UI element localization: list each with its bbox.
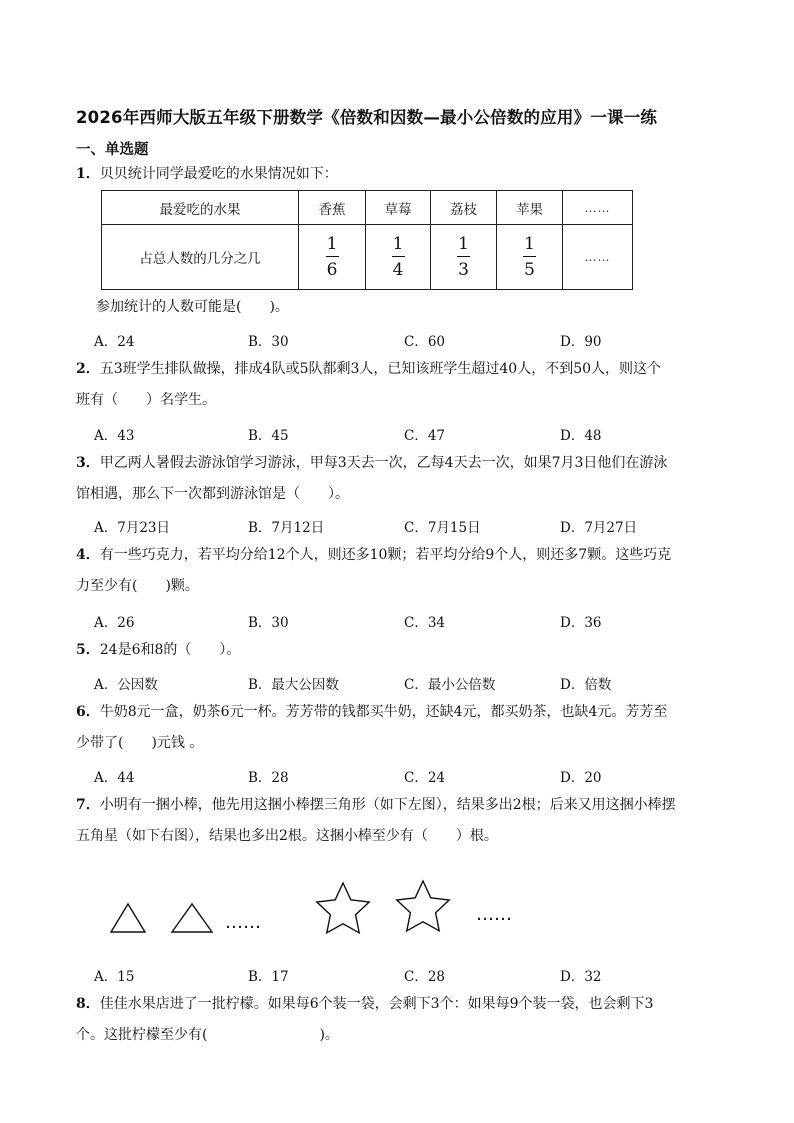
option-d[interactable]: D．倍数 xyxy=(560,677,612,693)
question-text: 力至少有( )颗。 xyxy=(76,578,199,594)
question-text: 甲乙两人暑假去游泳馆学习游泳，甲每3天去一次，乙每4天去一次，如果7月3日他们在游泳 xyxy=(99,455,668,471)
option-a[interactable]: A．43 xyxy=(94,428,135,444)
option-d[interactable]: D．7月27日 xyxy=(560,520,638,536)
figure-ellipsis: …… xyxy=(225,912,261,933)
option-a[interactable]: A．24 xyxy=(94,334,135,350)
question-1-prompt: 参加统计的人数可能是( )。 xyxy=(96,299,289,315)
star-shape xyxy=(317,883,369,933)
figure-ellipsis: …… xyxy=(476,904,512,925)
triangles-and-stars-figure xyxy=(108,878,528,948)
triangle-shape xyxy=(111,904,145,932)
question-7-stem xyxy=(76,790,726,852)
fraction-lychee: $\frac{1}{3}$ xyxy=(431,225,497,290)
option-d[interactable]: D．48 xyxy=(560,428,602,444)
option-c[interactable]: C．7月15日 xyxy=(404,520,481,536)
option-d[interactable]: D．36 xyxy=(560,615,602,631)
question-6-stem xyxy=(76,697,726,759)
question-text: 馆相遇，那么下一次都到游泳馆是（ ）。 xyxy=(76,486,349,502)
question-3-options xyxy=(94,516,734,540)
star-shape xyxy=(397,881,449,931)
table-fruit-lychee: 荔枝 xyxy=(431,191,497,225)
question-text: 有一些巧克力，若平均分给12个人，则还多10颗；若平均分给9个人，则还多7颗。这些巧克 xyxy=(99,547,672,563)
page-title: 2026年西师大版五年级下册数学《倍数和因数—最小公倍数的应用》一课一练 xyxy=(76,108,658,127)
question-text: 24是6和8的（ ）。 xyxy=(99,642,241,658)
option-c[interactable]: C．34 xyxy=(404,615,446,631)
option-b[interactable]: B．17 xyxy=(248,969,289,985)
option-a[interactable]: A．7月23日 xyxy=(94,520,171,536)
table-ellipsis: …… xyxy=(563,191,633,225)
option-c[interactable]: C．28 xyxy=(404,969,446,985)
question-1-stem xyxy=(76,159,726,190)
question-text: 五角星（如下右图），结果也多出2根。这捆小棒至少有（ ）根。 xyxy=(76,828,498,844)
question-text: 班有（ ）名学生。 xyxy=(76,392,216,408)
option-b[interactable]: B．28 xyxy=(248,770,289,786)
question-2-stem xyxy=(76,354,726,416)
option-a[interactable]: A．15 xyxy=(94,969,135,985)
option-b[interactable]: B．45 xyxy=(248,428,289,444)
question-number: 6． xyxy=(76,704,100,720)
option-c[interactable]: C．最小公倍数 xyxy=(404,677,496,693)
question-number: 3． xyxy=(76,455,100,471)
table-fruit-strawberry: 草莓 xyxy=(366,191,431,225)
triangle-shape xyxy=(172,904,212,932)
option-c[interactable]: C．60 xyxy=(404,334,446,350)
option-c[interactable]: C．24 xyxy=(404,770,446,786)
table-row-label: 占总人数的几分之几 xyxy=(102,225,299,290)
question-text: 个。这批柠檬至少有( )。 xyxy=(76,1027,339,1043)
question-7-options xyxy=(94,965,734,989)
question-text: 少带了( )元钱 。 xyxy=(76,735,204,751)
question-5-options xyxy=(94,673,734,697)
fraction-apple: $\frac{1}{5}$ xyxy=(497,225,563,290)
fraction-banana: $\frac{1}{6}$ xyxy=(299,225,366,290)
option-b[interactable]: B．30 xyxy=(248,615,289,631)
question-number: 2． xyxy=(76,361,100,377)
table-header-label: 最爱吃的水果 xyxy=(102,191,299,225)
table-fraction-row xyxy=(102,225,633,290)
option-a[interactable]: A．44 xyxy=(94,770,135,786)
question-text: 贝贝统计同学最爱吃的水果情况如下： xyxy=(99,166,338,182)
table-fruit-banana: 香蕉 xyxy=(299,191,366,225)
option-d[interactable]: D．32 xyxy=(560,969,602,985)
fruit-table xyxy=(101,190,633,290)
question-text: 佳佳水果店进了一批柠檬。如果每6个装一袋，会剩下3个：如果每9个装一袋，也会剩下3 xyxy=(99,996,654,1012)
question-4-stem xyxy=(76,540,726,602)
option-a[interactable]: A．公因数 xyxy=(94,677,158,693)
option-b[interactable]: B．最大公因数 xyxy=(248,677,339,693)
option-a[interactable]: A．26 xyxy=(94,615,135,631)
question-number: 5． xyxy=(76,642,100,658)
question-number: 1． xyxy=(76,166,100,182)
section-heading: 一、单选题 xyxy=(76,142,149,158)
question-text: 五3班学生排队做操，排成4队或5队都剩3人，已知该班学生超过40人，不到50人，则这个 xyxy=(99,361,662,377)
question-number: 4． xyxy=(76,547,100,563)
option-d[interactable]: D．20 xyxy=(560,770,602,786)
question-number: 7． xyxy=(76,797,100,813)
question-5-stem xyxy=(76,635,726,666)
option-b[interactable]: B．7月12日 xyxy=(248,520,325,536)
question-number: 8． xyxy=(76,996,100,1012)
question-8-stem xyxy=(76,989,726,1051)
question-text: 牛奶8元一盒，奶茶6元一杯。芳芳带的钱都买牛奶，还缺4元，都买奶茶，也缺4元。芳芳至 xyxy=(99,704,668,720)
table-ellipsis: …… xyxy=(563,225,633,290)
question-1-options xyxy=(94,330,734,354)
question-6-options xyxy=(94,766,734,790)
question-2-options xyxy=(94,424,734,448)
table-header-row xyxy=(102,191,633,225)
option-b[interactable]: B．30 xyxy=(248,334,289,350)
fraction-strawberry: $\frac{1}{4}$ xyxy=(366,225,431,290)
question-text: 小明有一捆小棒，他先用这捆小棒摆三角形（如下左图），结果多出2根；后来又用这捆小棒摆 xyxy=(99,797,676,813)
table-fruit-apple: 苹果 xyxy=(497,191,563,225)
option-d[interactable]: D．90 xyxy=(560,334,602,350)
option-c[interactable]: C．47 xyxy=(404,428,446,444)
question-3-stem xyxy=(76,448,726,510)
question-4-options xyxy=(94,611,734,635)
